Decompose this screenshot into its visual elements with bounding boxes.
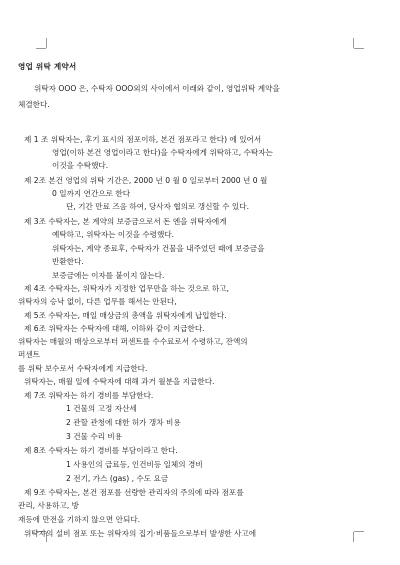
body-line: 0 일까지 연간으로 한다 bbox=[52, 189, 131, 198]
article-line: 제 6조 위탁자는 수탁자에 대해, 이하와 같이 지급한다. bbox=[24, 324, 205, 333]
list-item: 2 관할 관청에 대한 허가 갱차 비용 bbox=[66, 418, 181, 427]
article-line: 제 7조 위탁자는 하기 경비를 부담한다. bbox=[24, 391, 154, 400]
body-line: 퍼센트 bbox=[18, 350, 41, 359]
body-line: 보증금에는 이자를 붙이지 않는다. bbox=[52, 271, 165, 280]
article-line: 제 5조 수탁자는, 매일 매상금의 총액을 위탁자에게 납입한다. bbox=[24, 311, 227, 320]
body-line: 위탁자는 매월의 매상으로부터 퍼센트를 수수료로서 수령하고, 잔액의 bbox=[18, 337, 248, 346]
article-line: 제 9조 수탁자는, 본건 점포를 선량한 관리자의 주의에 따라 점포를 bbox=[24, 488, 244, 497]
crop-mark-top-left-horizontal bbox=[36, 48, 46, 49]
document-title: 영업 위탁 계약서 bbox=[18, 62, 77, 71]
body-line: 예탁하고, 위탁자는 이것을 수령했다. bbox=[52, 230, 175, 239]
body-line: 위탁자의 승낙 없이, 다른 업무를 해서는 안된다, bbox=[18, 297, 177, 306]
article-line: 제 3조 수탁자는, 본 계약의 보증금으로서 돈 엔을 위탁자에게 bbox=[24, 217, 227, 226]
body-line: 위탁자는, 매월 일에 수탁자에 대해 과거 월분을 지급한다. bbox=[24, 377, 215, 386]
article-line: 제 4조 수탁자는, 위탁자가 지정한 업무만을 하는 것으로 하고, bbox=[24, 284, 230, 293]
body-line: 위탁자 OOO 은, 수탁자 OOO외의 사이에서 이래와 같이, 영업위탁 계약을 bbox=[34, 84, 280, 93]
article-line: 제 1 조 위탁자는, 후기 표시의 점포이하, 본건 점포라고 한다) 에 있어서 bbox=[24, 135, 262, 144]
body-line: 를 위탁 보수로서 수탁자에게 지급한다. bbox=[18, 364, 148, 373]
list-item: 1 사용인의 급료등, 인건비등 일체의 경비 bbox=[66, 460, 203, 469]
body-line: 체결한다. bbox=[18, 100, 50, 109]
body-line: 관리, 사용하고, 방 bbox=[18, 501, 80, 510]
crop-mark-top-left-vertical bbox=[46, 38, 47, 48]
body-line: 위탁자의 설비 점포 또는 위탁자의 집기·비품들으로부터 발생한 사고에 bbox=[24, 529, 257, 538]
article-line: 제 8조 수탁자는 하기 경비를 부담이라고 한다. bbox=[24, 446, 178, 455]
list-item: 2 전기, 가스 (gas) , 수도 요금 bbox=[66, 474, 169, 483]
crop-mark-bottom-right-vertical bbox=[353, 532, 354, 542]
list-item: 1 건물의 고정 자산세 bbox=[66, 404, 137, 413]
crop-mark-bottom-right-horizontal bbox=[354, 531, 364, 532]
body-line: 단, 기간 만료 즈음 하여, 당사자 협의로 갱신할 수 있다. bbox=[66, 202, 250, 211]
body-line: 이것을 수탁했다. bbox=[52, 161, 109, 170]
body-line: 위탁자는, 계약 종료후, 수탁자가 건물을 내주었던 때에 보증금을 bbox=[52, 244, 265, 253]
crop-mark-top-right-vertical bbox=[353, 38, 354, 48]
crop-mark-top-right-horizontal bbox=[354, 48, 364, 49]
article-line: 제 2조 본건 영업의 위탁 기간은, 2000 년 0 월 0 일로부터 2000 년 0 월 bbox=[24, 176, 268, 185]
list-item: 3 건물 수리 비용 bbox=[66, 432, 123, 441]
body-line: 재등에 만전을 기하지 않으면 안되다. bbox=[18, 515, 141, 524]
body-line: 반환한다. bbox=[52, 257, 84, 266]
body-line: 영업(이하 본건 영업이라고 한다)을 수탁자에게 위탁하고, 수탁자는 bbox=[52, 148, 273, 157]
